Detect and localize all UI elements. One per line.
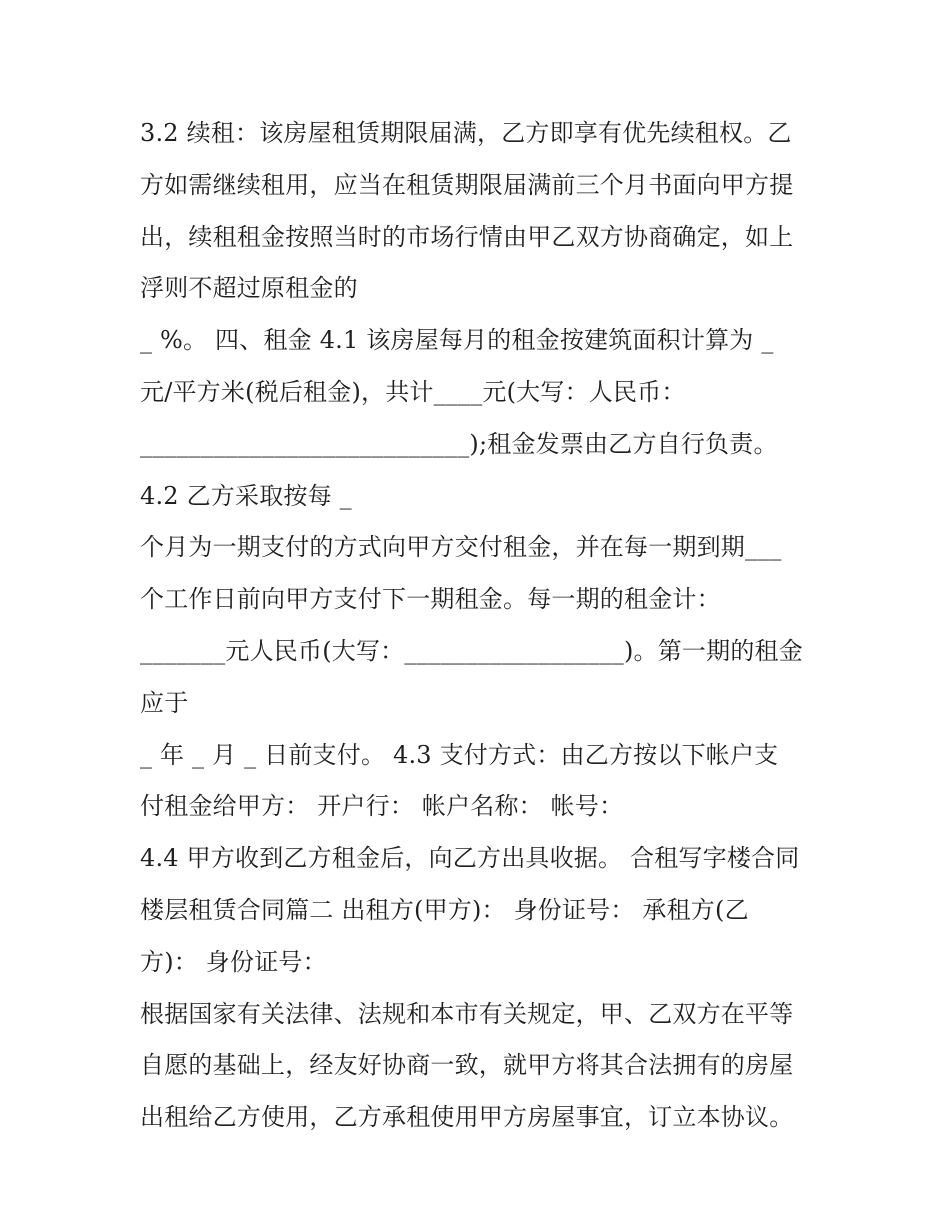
text-line: 楼层租赁合同篇二 出租方(甲方)： 身份证号： 承租方(乙 — [140, 895, 749, 924]
text-line: _ 年 _ 月 _ 日前支付。 4.3 支付方式：由乙方按以下帐户支 — [140, 740, 779, 769]
text-line: 3.2 续租：该房屋租赁期限届满，乙方即享有优先续租权。乙 — [140, 119, 792, 147]
text-line: ___________________________);租金发票由乙方自行负责。 — [140, 429, 778, 458]
text-line: 个工作日前向甲方支付下一期租金。每一期的租金计： — [140, 585, 721, 614]
text-line: 个月为一期支付的方式向甲方交付租金，并在每一期到期___ — [140, 533, 782, 562]
text-line: 出租给乙方使用，乙方承租使用甲方房屋事宜，订立本协议。 — [140, 1103, 794, 1132]
text-line: _______元人民币(大写：__________________)。第一期的租金 — [140, 636, 803, 665]
text-line: 4.2 乙方采取按每 _ — [140, 481, 352, 510]
text-line: 应于 — [140, 688, 189, 717]
text-line: 方)： 身份证号： — [140, 947, 327, 976]
text-line: 元/平方米(税后租金)，共计____元(大写：人民币： — [140, 377, 686, 406]
text-line: 根据国家有关法律、法规和本市有关规定，甲、乙双方在平等 — [140, 999, 794, 1028]
text-line: 出，续租租金按照当时的市场行情由甲乙双方协商确定，如上 — [140, 222, 794, 251]
text-line: 4.4 甲方收到乙方租金后，向乙方出具收据。 合租写字楼合同 — [140, 844, 800, 873]
text-line: 浮则不超过原租金的 — [140, 274, 358, 303]
text-line: 自愿的基础上，经友好协商一致，就甲方将其合法拥有的房屋 — [140, 1051, 794, 1080]
text-line: 方如需继续租用，应当在租赁期限届满前三个月书面向甲方提 — [140, 170, 794, 199]
text-line: _ %。 四、租金 4.1 该房屋每月的租金按建筑面积计算为 _ — [140, 326, 774, 355]
document-body — [140, 108, 830, 1144]
text-line: 付租金给甲方： 开户行： 帐户名称： 帐号： — [140, 792, 624, 821]
